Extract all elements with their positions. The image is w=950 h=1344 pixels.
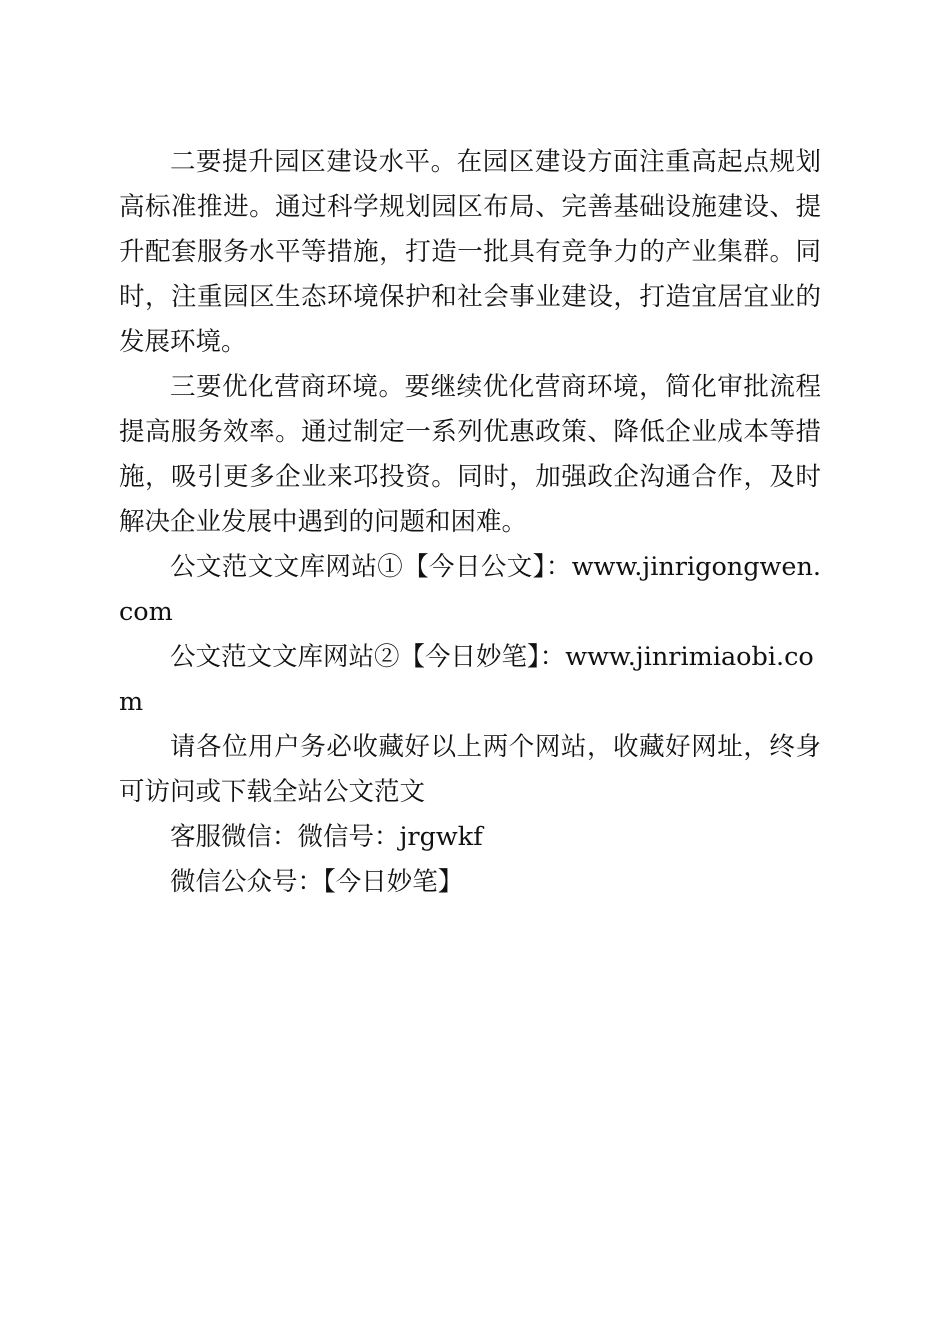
wechat-official-account: 微信公众号：【今日妙笔】 — [170, 867, 464, 897]
paragraph-business-environment: 三要优化营商环境。要继续优化营商环境，简化审批流程提高服务效率。通过制定一系列优惠政策、降低企业成本等措施，吸引更多企业来邛投资。同时，加强政企沟通合作，及时解决企业发展中遇到的问题和困难。 — [119, 372, 821, 537]
paragraph-park-construction: 二要提升园区建设水平。在园区建设方面注重高起点规划高标准推进。通过科学规划园区布局、完善基础设施建设、提升配套服务水平等措施，打造一批具有竞争力的产业集群。同时，注重园区生态环境保护和社会事业建设，打造宜居宜业的发展环境。 — [119, 147, 821, 357]
bookmark-notice: 请各位用户务必收藏好以上两个网站，收藏好网址，终身可访问或下载全站公文范文 — [119, 732, 821, 807]
customer-service-wechat: 客服微信：微信号：jrgwkf — [170, 822, 483, 852]
website-line-2: 公文范文文库网站②【今日妙笔】：www.jinrimiaobi.com — [119, 642, 814, 717]
document-body — [119, 140, 821, 905]
website-line-1: 公文范文文库网站①【今日公文】：www.jinrigongwen.com — [119, 552, 821, 627]
